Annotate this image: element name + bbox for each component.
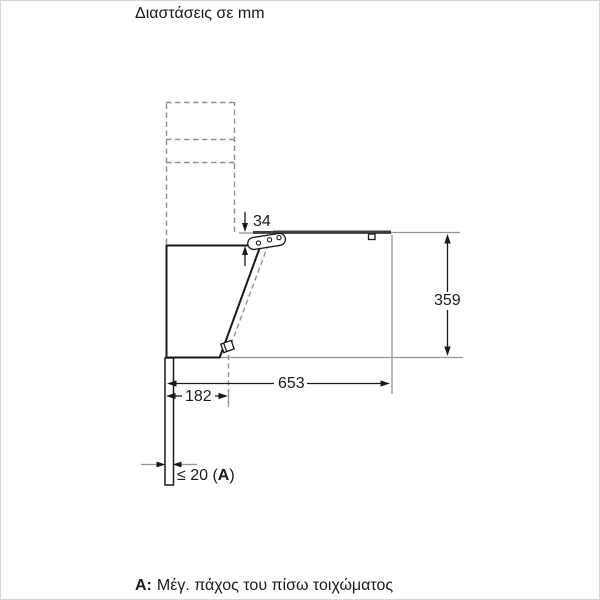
flap-clip-detail (221, 340, 234, 352)
dim-label-wall-thickness (177, 467, 235, 485)
dimension-lines (157, 212, 451, 467)
rear-wall-strip (165, 358, 174, 485)
wall-thickness-suffix: ) (229, 467, 235, 484)
footnote-ref-letter: A: (135, 577, 152, 594)
wall-thickness-prefix: ≤ 20 ( (177, 467, 218, 484)
hinge-detail (247, 233, 286, 251)
hood-body-outline (167, 246, 261, 359)
extension-lines (141, 233, 463, 465)
mounting-bracket-detail (369, 234, 376, 240)
page-title: Διαστάσεις σε mm (135, 5, 265, 22)
dim-label-34: 34 (253, 213, 271, 230)
footnote (135, 577, 393, 595)
wall-thickness-ref-letter: A (217, 467, 230, 484)
dim-label-182: 182 (185, 388, 212, 405)
chimney-duct-dashed-outline (166, 102, 235, 244)
footnote-text: Μέγ. πάχος του πίσω τοιχώματος (156, 577, 394, 594)
hood-dimension-drawing (1, 1, 600, 600)
dim-34-arrows (242, 212, 248, 266)
dim-label-359: 359 (434, 292, 461, 309)
dim-label-653: 653 (278, 375, 305, 392)
